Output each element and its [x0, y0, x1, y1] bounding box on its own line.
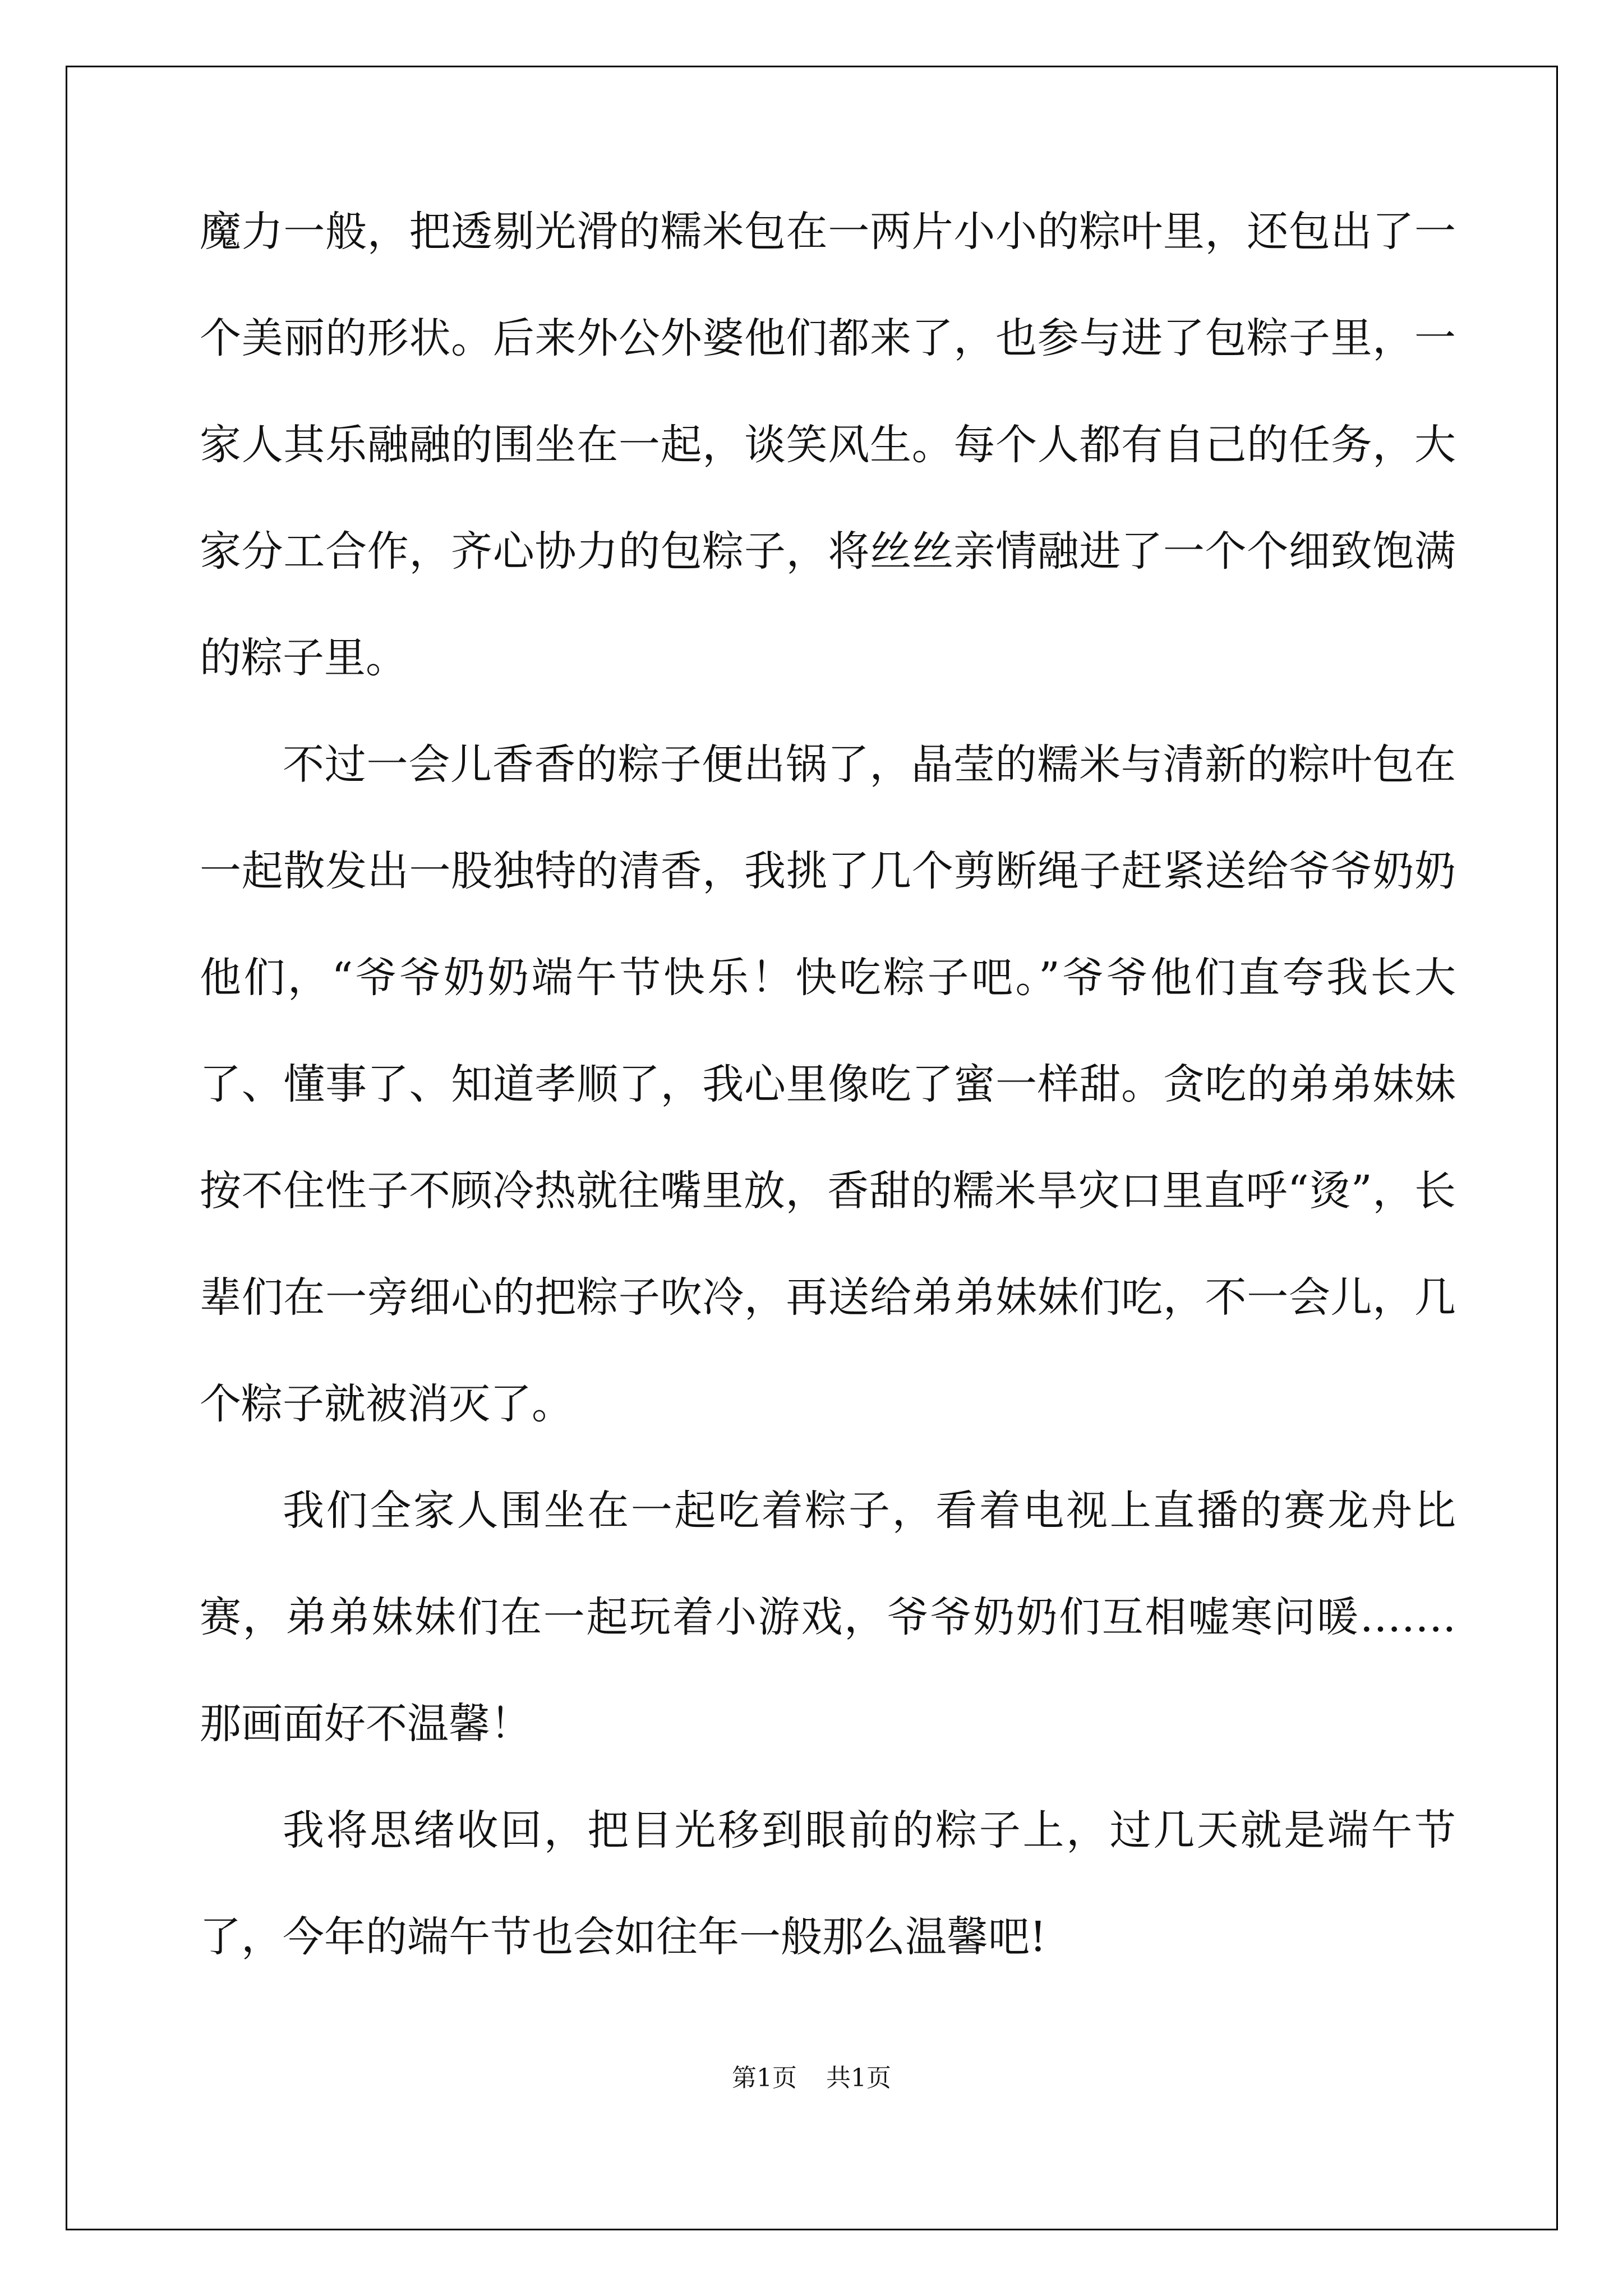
page-footer [0, 2058, 1623, 2093]
page-number: 第1页 [732, 2064, 797, 2092]
paragraph-2: 不过一会儿香香的粽子便出锅了，晶莹的糯米与清新的粽叶包在一起散发出一股独特的清香，我挑了几个剪断绳子赶紧送给爷爷奶奶他们，“爷爷奶奶端午节快乐！快吃粽子吧。”爷爷他们直夸我长大了、懂事了、知道孝顺了，我心里像吃了蜜一样甜。贪吃的弟弟妹妹按不住性子不顾冷热就往嘴里放，香甜的糯米旱灾口里直呼“烫”，长辈们在一旁细心的把粽子吹冷，再送给弟弟妹妹们吃，不一会儿，几个粽子就被消灭了。 [200, 740, 1456, 1428]
paragraph-1: 魔力一般，把透剔光滑的糯米包在一两片小小的粽叶里，还包出了一个美丽的形状。后来外公外婆他们都来了，也参与进了包粽子里，一家人其乐融融的围坐在一起，谈笑风生。每个人都有自己的任务，大家分工合作，齐心协力的包粽子，将丝丝亲情融进了一个个细致饱满的粽子里。 [200, 208, 1456, 682]
paragraph-4: 我将思绪收回，把目光移到眼前的粽子上，过几天就是端午节了，今年的端午节也会如往年一般那么温馨吧! [200, 1806, 1456, 1961]
page-total: 共1页 [826, 2064, 891, 2092]
document-body [200, 178, 1456, 1990]
paragraph-3: 我们全家人围坐在一起吃着粽子，看着电视上直播的赛龙舟比赛，弟弟妹妹们在一起玩着小游戏，爷爷奶奶们互相嘘寒问暖…….那画面好不温馨！ [200, 1487, 1456, 1748]
